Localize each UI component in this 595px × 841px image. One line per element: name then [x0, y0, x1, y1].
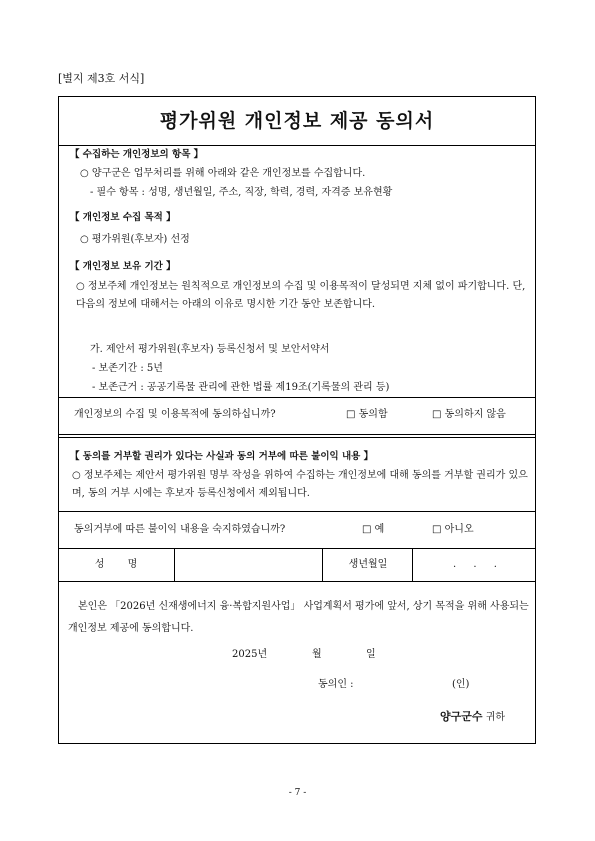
- agree-checkbox[interactable]: □ 동의함: [346, 409, 388, 420]
- collected-items-text: ○ 양구군은 업무처리를 위해 아래와 같은 개인정보를 수집합니다.: [80, 168, 366, 179]
- divider: [58, 434, 536, 435]
- date-year: 2025년: [232, 649, 268, 660]
- retention-item-a: 가. 제안서 평가위원(후보자) 등록신청서 및 보안서약서: [90, 344, 330, 355]
- form-label: [별지 제3호 서식]: [58, 72, 145, 85]
- consent-question-1: 개인정보의 수집 및 이용목적에 동의하십니까?: [74, 409, 276, 420]
- retention-basis: - 보존근거 : 공공기록물 관리에 관한 법률 제19조(기록물의 관리 등): [92, 382, 390, 393]
- section-heading-retention: 【 개인정보 보유 기간 】: [70, 261, 176, 272]
- signer-label: 동의인 :: [318, 679, 354, 690]
- disagree-checkbox[interactable]: □ 동의하지 않음: [432, 409, 506, 420]
- recipient-org: 양구군수: [440, 710, 483, 723]
- birth-field[interactable]: [412, 549, 536, 581]
- consent-question-2: 동의거부에 따른 불이익 내용을 숙지하였습니까?: [74, 524, 286, 535]
- page-number: - 7 -: [288, 788, 307, 798]
- divider: [58, 437, 536, 438]
- section-heading-purpose: 【 개인정보 수집 목적 】: [70, 212, 176, 223]
- page-title: 평가위원 개인정보 제공 동의서: [159, 110, 435, 132]
- birth-value: . . .: [453, 559, 497, 570]
- divider: [58, 145, 536, 146]
- date-month: 월: [312, 649, 322, 660]
- recipient-suffix: 귀하: [485, 712, 506, 723]
- divider: [58, 511, 536, 512]
- purpose-text: ○ 평가위원(후보자) 선정: [80, 234, 190, 245]
- declaration-paragraph: 본인은 「2026년 신재생에너지 융·복합지원사업」 사업계획서 평가에 앞서, 상기 목적을 위해 사용되는 개인정보 제공에 동의합니다.: [68, 601, 529, 634]
- divider: [58, 581, 536, 582]
- refusal-rights-paragraph: ○ 정보주체는 제안서 평가위원 명부 작성을 위하여 수집하는 개인정보에 대해 동의를 거부할 권리가 있으며, 동의 거부 시에는 후보자 등록신청에서 제외됩니다.: [72, 470, 528, 499]
- seal-mark: (인): [452, 679, 470, 690]
- no-checkbox[interactable]: □ 아니오: [432, 524, 474, 535]
- yes-checkbox[interactable]: □ 예: [362, 524, 385, 535]
- retention-period: - 보존기간 : 5년: [92, 363, 163, 374]
- date-day: 일: [366, 649, 376, 660]
- name-label: 성 명: [94, 559, 138, 570]
- birth-label: 생년월일: [348, 559, 388, 570]
- birth-label-cell: [322, 549, 412, 581]
- section-heading-collected-items: 【 수집하는 개인정보의 항목 】: [70, 149, 204, 160]
- name-field[interactable]: [174, 549, 322, 581]
- required-items-text: - 필수 항목 : 성명, 생년월일, 주소, 직장, 학력, 경력, 자격증 보유현황: [90, 187, 393, 198]
- retention-paragraph: ○ 정보주체 개인정보는 원칙적으로 개인정보의 수집 및 이용목적이 달성되면 지체 없이 파기합니다. 단, 다음의 정보에 대해서는 아래의 이유로 명시한 기간 동안 보존합니다.: [76, 281, 526, 310]
- section-heading-refusal-rights: 【 동의를 거부할 권리가 있다는 사실과 동의 거부에 따른 불이익 내용 】: [70, 451, 374, 462]
- divider: [58, 397, 536, 398]
